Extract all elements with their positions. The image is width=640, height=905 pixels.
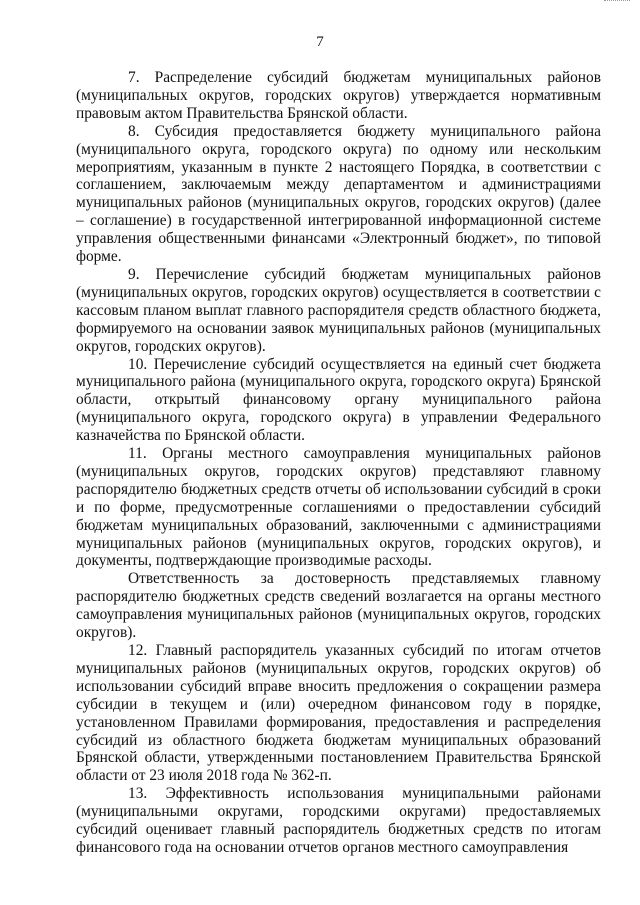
paragraph-13: 13. Эффективность использования муниципальными районами (муниципальными округами, городскими округами) предоставляемых субсидий оценивает главный распорядитель бюджетных средств по итогам финансового года на основании отчетов органов местного самоуправления [76,785,601,856]
paragraph-12: 12. Главный распорядитель указанных субсидий по итогам отчетов муниципальных районов (муниципальных округов, городских округов) об использовании субсидий вправе вносить предложения о сокращении размера субсидии в текущем и (или) очередном финансовом году в порядке, установленном Правилами формирования, предоставления и распределения субсидий из областного бюджета бюджетам муниципальных образований Брянской области, утвержденными постановлением Правительства Брянской области от 23 июля 2018 года № 362-п. [76,642,601,785]
paragraph-8: 8. Субсидия предоставляется бюджету муниципального района (муниципального округа, городского округа) по одному или нескольким мероприятиям, указанным в пункте 2 настоящего Порядка, в соответствии с соглашением, заключаемым между департаментом и администрациями муниципальных районов (муниципальных округов, городских округов) (далее – соглашение) в государственной интегрированной информационной системе управления общественными финансами «Электронный бюджет», по типовой форме. [76,122,601,266]
paragraph-responsibility: Ответственность за достоверность представляемых главному распорядителю бюджетных средств сведений возлагается на органы местного самоуправления муниципальных районов (муниципальных округов, городских округов). [76,570,601,642]
page-number: 7 [316,34,324,50]
paragraph-11: 11. Органы местного самоуправления муниципальных районов (муниципальных округов, городских округов) представляют главному распорядителю бюджетных средств отчеты об использовании субсидий в сроки и по форме, предусмотренные соглашениями о предоставлении субсидий бюджетам муниципальных образований, заключенными с администрациями муниципальных районов (муниципальных округов, городских округов), и документы, подтверждающие производимые расходы. [76,445,601,570]
paragraph-10: 10. Перечисление субсидий осуществляется на единый счет бюджета муниципального района (муниципального округа, городского округа) Брянской области, открытый финансовому органу муниципального района (муниципального округа, городского округа) в управлении Федерального казначейства по Брянской области. [76,355,601,445]
paragraph-7: 7. Распределение субсидий бюджетам муниципальных районов (муниципальных округов, городских округов) утверждается нормативным правовым актом Правительства Брянской области. [76,69,601,122]
corner-scan-mark [604,0,630,1]
paragraph-9: 9. Перечисление субсидий бюджетам муниципальных районов (муниципальных округов, городских округов) осуществляется в соответствии с кассовым планом выплат главного распорядителя средств областного бюджета, формируемого на основании заявок муниципальных районов (муниципальных округов, городских округов). [76,265,601,355]
document-body [76,69,601,857]
